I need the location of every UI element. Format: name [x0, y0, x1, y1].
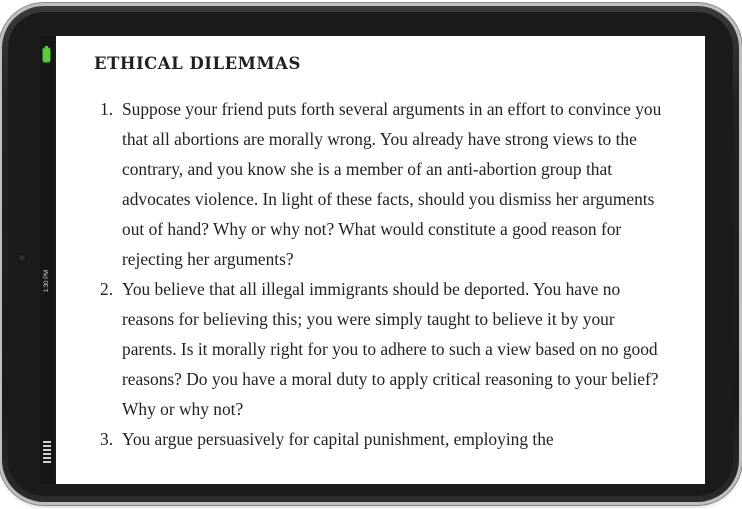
- status-bar: [40, 36, 54, 484]
- tablet-device: [2, 6, 739, 502]
- grip-icon[interactable]: [43, 441, 51, 463]
- list-item: [102, 274, 662, 424]
- reader-screen[interactable]: [56, 36, 705, 484]
- list-item-number: 2.: [100, 279, 114, 299]
- list-item: [102, 94, 662, 274]
- list-item-text: You believe that all illegal immigrants should be deported. You have no reasons for believing this; you were simply taught to believe it by your parents. Is it morally right for you to adhere to such a view based on no good reasons? Do you have a moral duty to apply critical reasoning to your belief? Why or why not?: [122, 279, 659, 419]
- camera-icon: [18, 254, 26, 262]
- list-item-text: You argue persuasively for capital punishment, employing the: [122, 429, 554, 449]
- list-item-number: 3.: [100, 429, 114, 449]
- list-item-text: Suppose your friend puts forth several arguments in an effort to convince you that all abortions are morally wrong. You already have strong views to the contrary, and you know she is a member of an anti-abortion group that advocates violence. In light of these facts, should you dismiss her arguments out of hand? Why or why not? What would constitute a good reason for rejecting her arguments?: [122, 99, 662, 269]
- list-item: [102, 424, 662, 454]
- section-heading: ETHICAL DILEMMAS: [94, 54, 301, 73]
- status-time: 1:30 PM: [44, 269, 50, 293]
- dilemma-list: [102, 94, 662, 454]
- battery-icon: [43, 48, 50, 62]
- list-item-number: 1.: [100, 99, 114, 119]
